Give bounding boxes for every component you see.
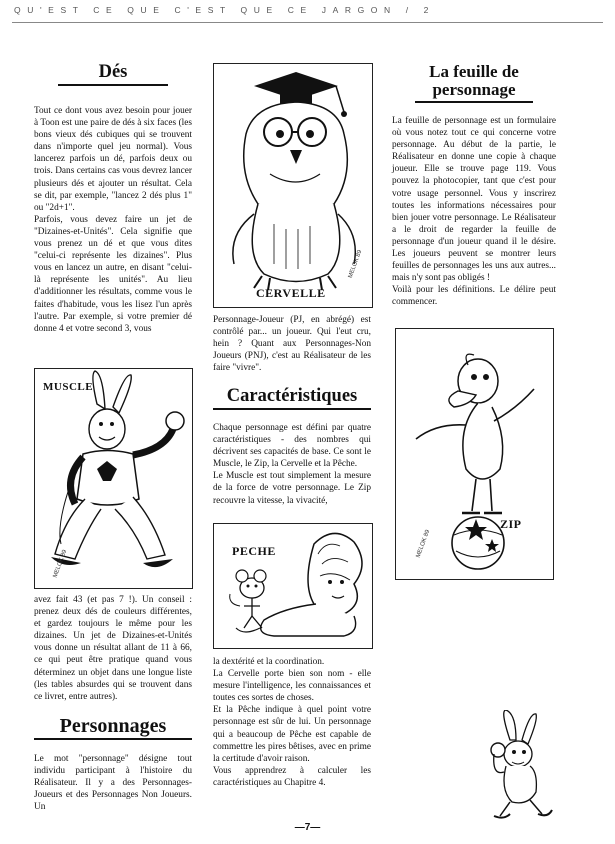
caracteristiques-paragraph-4: La Cervelle porte bien son nom - elle mesure l'intelligence, les connaissances et toutes ces sortes de choses.: [213, 669, 371, 704]
section-feuille: [392, 63, 556, 103]
des-text-bottom: [34, 594, 192, 703]
muscle-illustration: [34, 368, 193, 589]
cervelle-signature: MELOK 89: [347, 249, 364, 280]
feuille-paragraph-2: Voilà pour les définitions. Le délire peut commencer.: [392, 285, 556, 308]
des-paragraph-2: Parfois, vous devez faire un jet de "Dizaines-et-Unités". Cela signifie que vous prenez un dé et que vous dites "celui-ci représente les dizaines". Plus vous en lancez un autre, en disant "celui-là représente les unités". Au lieu d'additionner les résultats, comme vous le faites d'habitude, vous les lisez l'un après l'autre. Par exemple, si votre premier dé donne 4 et votre second 3, vous: [34, 214, 192, 334]
feuille-text: [392, 115, 556, 309]
feuille-paragraph-1: La feuille de personnage est un formulaire où vous notez tout ce qui concerne votre personnage. Au début de la partie, le Réalisateur en donne une copie à chaque joueur. Elle se trouve page 119. Vous pouvez la photocopier, tant que c'est pour votre usage personnel. Vous y inscrirez toutes les informations nécessaires pour bien jouer votre personnage. Le Réalisateur a le droit de regarder la feuille de personnage d'un joueur quand il le désire. Les joueurs peuvent se montrer leurs feuilles de personnages les uns aux autres... mais n'y sont pas obligés !: [392, 116, 556, 284]
heading-underline: [34, 738, 192, 740]
personnages-paragraph-2: Personnage-Joueur (PJ, en abrégé) est contrôlé par... un joueur. Qui l'eut cru, hein ? Quant aux Personnages-Non Joueurs (PNJ), c'est au Réalisateur de les faire "vivre".: [213, 315, 371, 374]
section-personnages: [34, 717, 192, 740]
personnages-text: [34, 753, 192, 813]
personnages-paragraph-1: Le mot "personnage" désigne tout individu participant à l'histoire du Réalisateur. Il y a des Personnages-Joueurs et des Personnages Non Joueurs. Un: [34, 754, 192, 813]
peche-caption: PECHE: [232, 544, 276, 558]
rabbit-decoration: [470, 710, 560, 820]
cervelle-caption: CERVELLE: [256, 286, 326, 300]
section-caracteristiques: [213, 387, 371, 410]
header-rule: [12, 22, 603, 23]
page-number: —7—: [294, 822, 321, 833]
section-des: [34, 63, 192, 86]
des-text-top: [34, 105, 192, 335]
personnages-text-continued: [213, 314, 371, 374]
heading-underline: [415, 101, 533, 103]
zip-illustration: [395, 328, 554, 580]
peche-illustration: [213, 523, 373, 649]
zip-signature: MELOK 89: [415, 529, 432, 559]
caracteristiques-text-top: [213, 422, 371, 507]
des-paragraph-1: Tout ce dont vous avez besoin pour jouer à Toon est une paire de dés à six faces (les bons vieux dés cubiques qui se trouvent dans n'importe quel jeu normal). Vous lancerez parfois un dé, parfois deux ou trois. Dans certains cas vous devrez lancer plusieurs dés et ajouter un résultat. Cela se dit, par exemple, "lancez 2 dés plus 1" ou "2d+1".: [34, 106, 192, 213]
cervelle-illustration: [213, 63, 373, 308]
caracteristiques-paragraph-2: Le Muscle est tout simplement la mesure de la force de votre personnage. Le Zip recouvre la vitesse, la vivacité,: [213, 471, 371, 506]
caracteristiques-text-bottom: [213, 656, 371, 789]
heading-underline: [58, 84, 168, 86]
caracteristiques-paragraph-1: Chaque personnage est défini par quatre caractéristiques - des nombres qui décrivent ses capacités de base. Ce sont le Muscle, le Zip, la Cervelle et la Pêche.: [213, 423, 371, 470]
caracteristiques-paragraph-6: Vous apprendrez à calculer les caractéristiques au Chapitre 4.: [213, 765, 371, 788]
heading-underline: [213, 408, 371, 410]
zip-caption: ZIP: [500, 517, 522, 531]
heading-feuille: La feuille de personnage: [429, 62, 519, 99]
des-paragraph-3: avez fait 43 (et pas 7 !). Un conseil : prenez deux dés de couleurs différentes, et gardez toujours le même pour les dizaines. Un jet de Dizaines-et-Unités vous donne un résultat allant de 11 à 66, ce qui peut être pratique quand vous déterminez un objet dans une longue liste (les tables absurdes qui se trouvent dans ce livret, entre autres).: [34, 595, 192, 702]
muscle-caption: MUSCLE: [43, 381, 94, 393]
heading-caracteristiques: Caractéristiques: [226, 386, 358, 406]
running-header: QU'EST CE QUE C'EST QUE CE JARGON / 2: [14, 5, 435, 15]
heading-personnages: Personnages: [59, 715, 167, 737]
caracteristiques-paragraph-3: la dextérité et la coordination.: [213, 657, 325, 667]
heading-des: Dés: [98, 62, 128, 82]
caracteristiques-paragraph-5: Et la Pêche indique à quel point votre personnage est sûr de lui. Un personnage qui a beaucoup de Pêche est capable de commettre les pires bêtises, avec en prime la certitude d'avoir raison.: [213, 705, 371, 764]
muscle-signature: MELOK 89: [52, 549, 69, 579]
